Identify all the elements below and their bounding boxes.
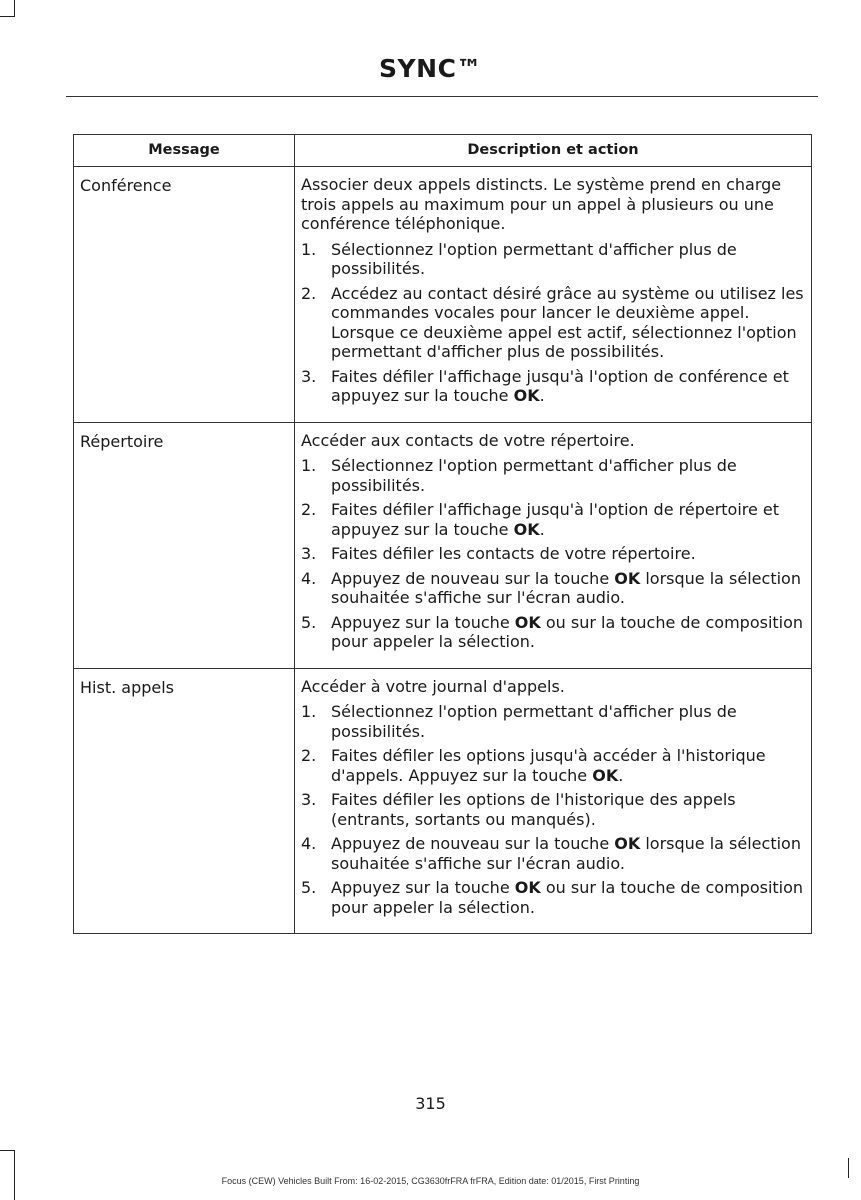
crop-mark (14, 0, 15, 17)
ok-key-label: OK (514, 878, 541, 897)
step-item (301, 878, 805, 917)
step-number: 3. (301, 544, 317, 563)
page-number: 315 (415, 1094, 446, 1113)
step-number: 2. (301, 283, 317, 303)
step-text (331, 284, 805, 362)
step-item (301, 834, 805, 873)
step-item (301, 569, 805, 608)
crop-mark (14, 1150, 15, 1200)
step-text-after: lorsque la sélection souhaitée s'affiche sur l'écran audio. (331, 568, 801, 607)
footer-imprint: Focus (CEW) Vehicles Built From: 16-02-2015, CG3630frFRA frFRA, Edition date: 01/2015, First Printing (221, 1176, 640, 1186)
step-text-before: Faites défiler les contacts de votre répertoire. (331, 544, 696, 563)
action-steps (301, 456, 805, 652)
step-number: 4. (301, 568, 317, 588)
table-body (74, 167, 812, 934)
ok-key-label: OK (614, 834, 641, 853)
crop-mark (848, 1158, 849, 1178)
crop-mark (0, 16, 15, 17)
step-number: 2. (301, 500, 317, 519)
step-number: 3. (301, 790, 317, 809)
step-number: 2. (301, 746, 317, 765)
ok-key-label: OK (614, 568, 641, 588)
action-steps (301, 702, 805, 917)
step-text-before: Sélectionnez l'option permettant d'afficher plus de possibilités. (331, 702, 737, 741)
header-divider (66, 96, 818, 97)
step-number: 3. (301, 366, 317, 386)
step-text-before: Sélectionnez l'option permettant d'afficher plus de possibilités. (331, 239, 737, 278)
step-text (331, 746, 805, 785)
step-number: 1. (301, 239, 317, 259)
step-text (331, 367, 805, 406)
step-text (331, 834, 805, 873)
step-number: 5. (301, 612, 317, 632)
step-text (331, 613, 805, 652)
step-item (301, 790, 805, 829)
step-text-after: ou sur la touche de composition pour appeler la sélection. (331, 878, 804, 917)
step-text (331, 240, 805, 279)
step-text (331, 569, 805, 608)
step-text-before: Sélectionnez l'option permettant d'afficher plus de possibilités. (331, 456, 737, 495)
step-text (331, 456, 805, 495)
step-item (301, 613, 805, 652)
step-text (331, 544, 805, 564)
message-table (73, 134, 812, 934)
message-description (295, 668, 812, 934)
step-item (301, 500, 805, 539)
message-name: Conférence (74, 167, 295, 423)
description-intro: Associer deux appels distincts. Le système prend en charge trois appels au maximum pour un appel à plusieurs ou une conférence téléphonique. (301, 175, 782, 233)
step-text (331, 878, 805, 917)
table-row (74, 422, 812, 668)
step-number: 4. (301, 834, 317, 853)
step-text-after: . (539, 386, 545, 405)
step-number: 1. (301, 702, 317, 721)
step-text-after: . (539, 519, 545, 539)
step-number: 1. (301, 456, 317, 475)
step-item (301, 284, 805, 362)
step-text-before: Appuyez de nouveau sur la touche (331, 568, 615, 588)
column-header-message: Message (74, 135, 295, 167)
ok-key-label: OK (592, 765, 619, 785)
ok-key-label: OK (513, 519, 540, 539)
ok-key-label: OK (514, 612, 541, 632)
description-intro: Accéder à votre journal d'appels. (301, 676, 565, 696)
crop-mark (0, 1150, 15, 1151)
step-number: 5. (301, 878, 317, 897)
step-item (301, 367, 805, 406)
step-text-after: . (618, 765, 624, 785)
step-text-before: Faites défiler l'affichage jusqu'à l'option de conférence et appuyez sur la touche (331, 366, 789, 405)
action-steps (301, 240, 805, 406)
ok-key-label: OK (513, 386, 540, 405)
column-header-description: Description et action (295, 135, 812, 167)
step-item (301, 456, 805, 495)
step-text-after: lorsque la sélection souhaitée s'affiche sur l'écran audio. (331, 834, 801, 873)
step-item (301, 746, 805, 785)
message-description (295, 167, 812, 423)
step-text-before: Appuyez de nouveau sur la touche (331, 834, 615, 853)
step-item (301, 544, 805, 564)
step-text-before: Faites défiler les options de l'historique des appels (entrants, sortants ou manqués). (331, 790, 736, 829)
description-intro: Accéder aux contacts de votre répertoire. (301, 430, 635, 450)
page-title: SYNC™ (379, 54, 482, 83)
step-text-before: Accédez au contact désiré grâce au système ou utilisez les commandes vocales pour lancer le deuxième appel. Lorsque ce deuxième appel est actif, sélectionnez l'option permettant d'afficher plus de possibilités. (331, 283, 804, 361)
table-row (74, 167, 812, 423)
step-text-before: Appuyez sur la touche (331, 612, 515, 632)
step-text-before: Faites défiler l'affichage jusqu'à l'option de répertoire et appuyez sur la touche (331, 500, 780, 539)
message-name: Répertoire (74, 422, 295, 668)
message-name: Hist. appels (74, 668, 295, 934)
step-item (301, 240, 805, 279)
table-row (74, 668, 812, 934)
step-text (331, 500, 805, 539)
step-text-after: ou sur la touche de composition pour appeler la sélection. (331, 612, 804, 651)
step-item (301, 702, 805, 741)
table-header-row (74, 135, 812, 167)
step-text-before: Appuyez sur la touche (331, 878, 515, 897)
message-description (295, 422, 812, 668)
step-text (331, 702, 805, 741)
step-text (331, 790, 805, 829)
step-text-before: Faites défiler les options jusqu'à accéder à l'historique d'appels. Appuyez sur la touche (331, 746, 766, 785)
